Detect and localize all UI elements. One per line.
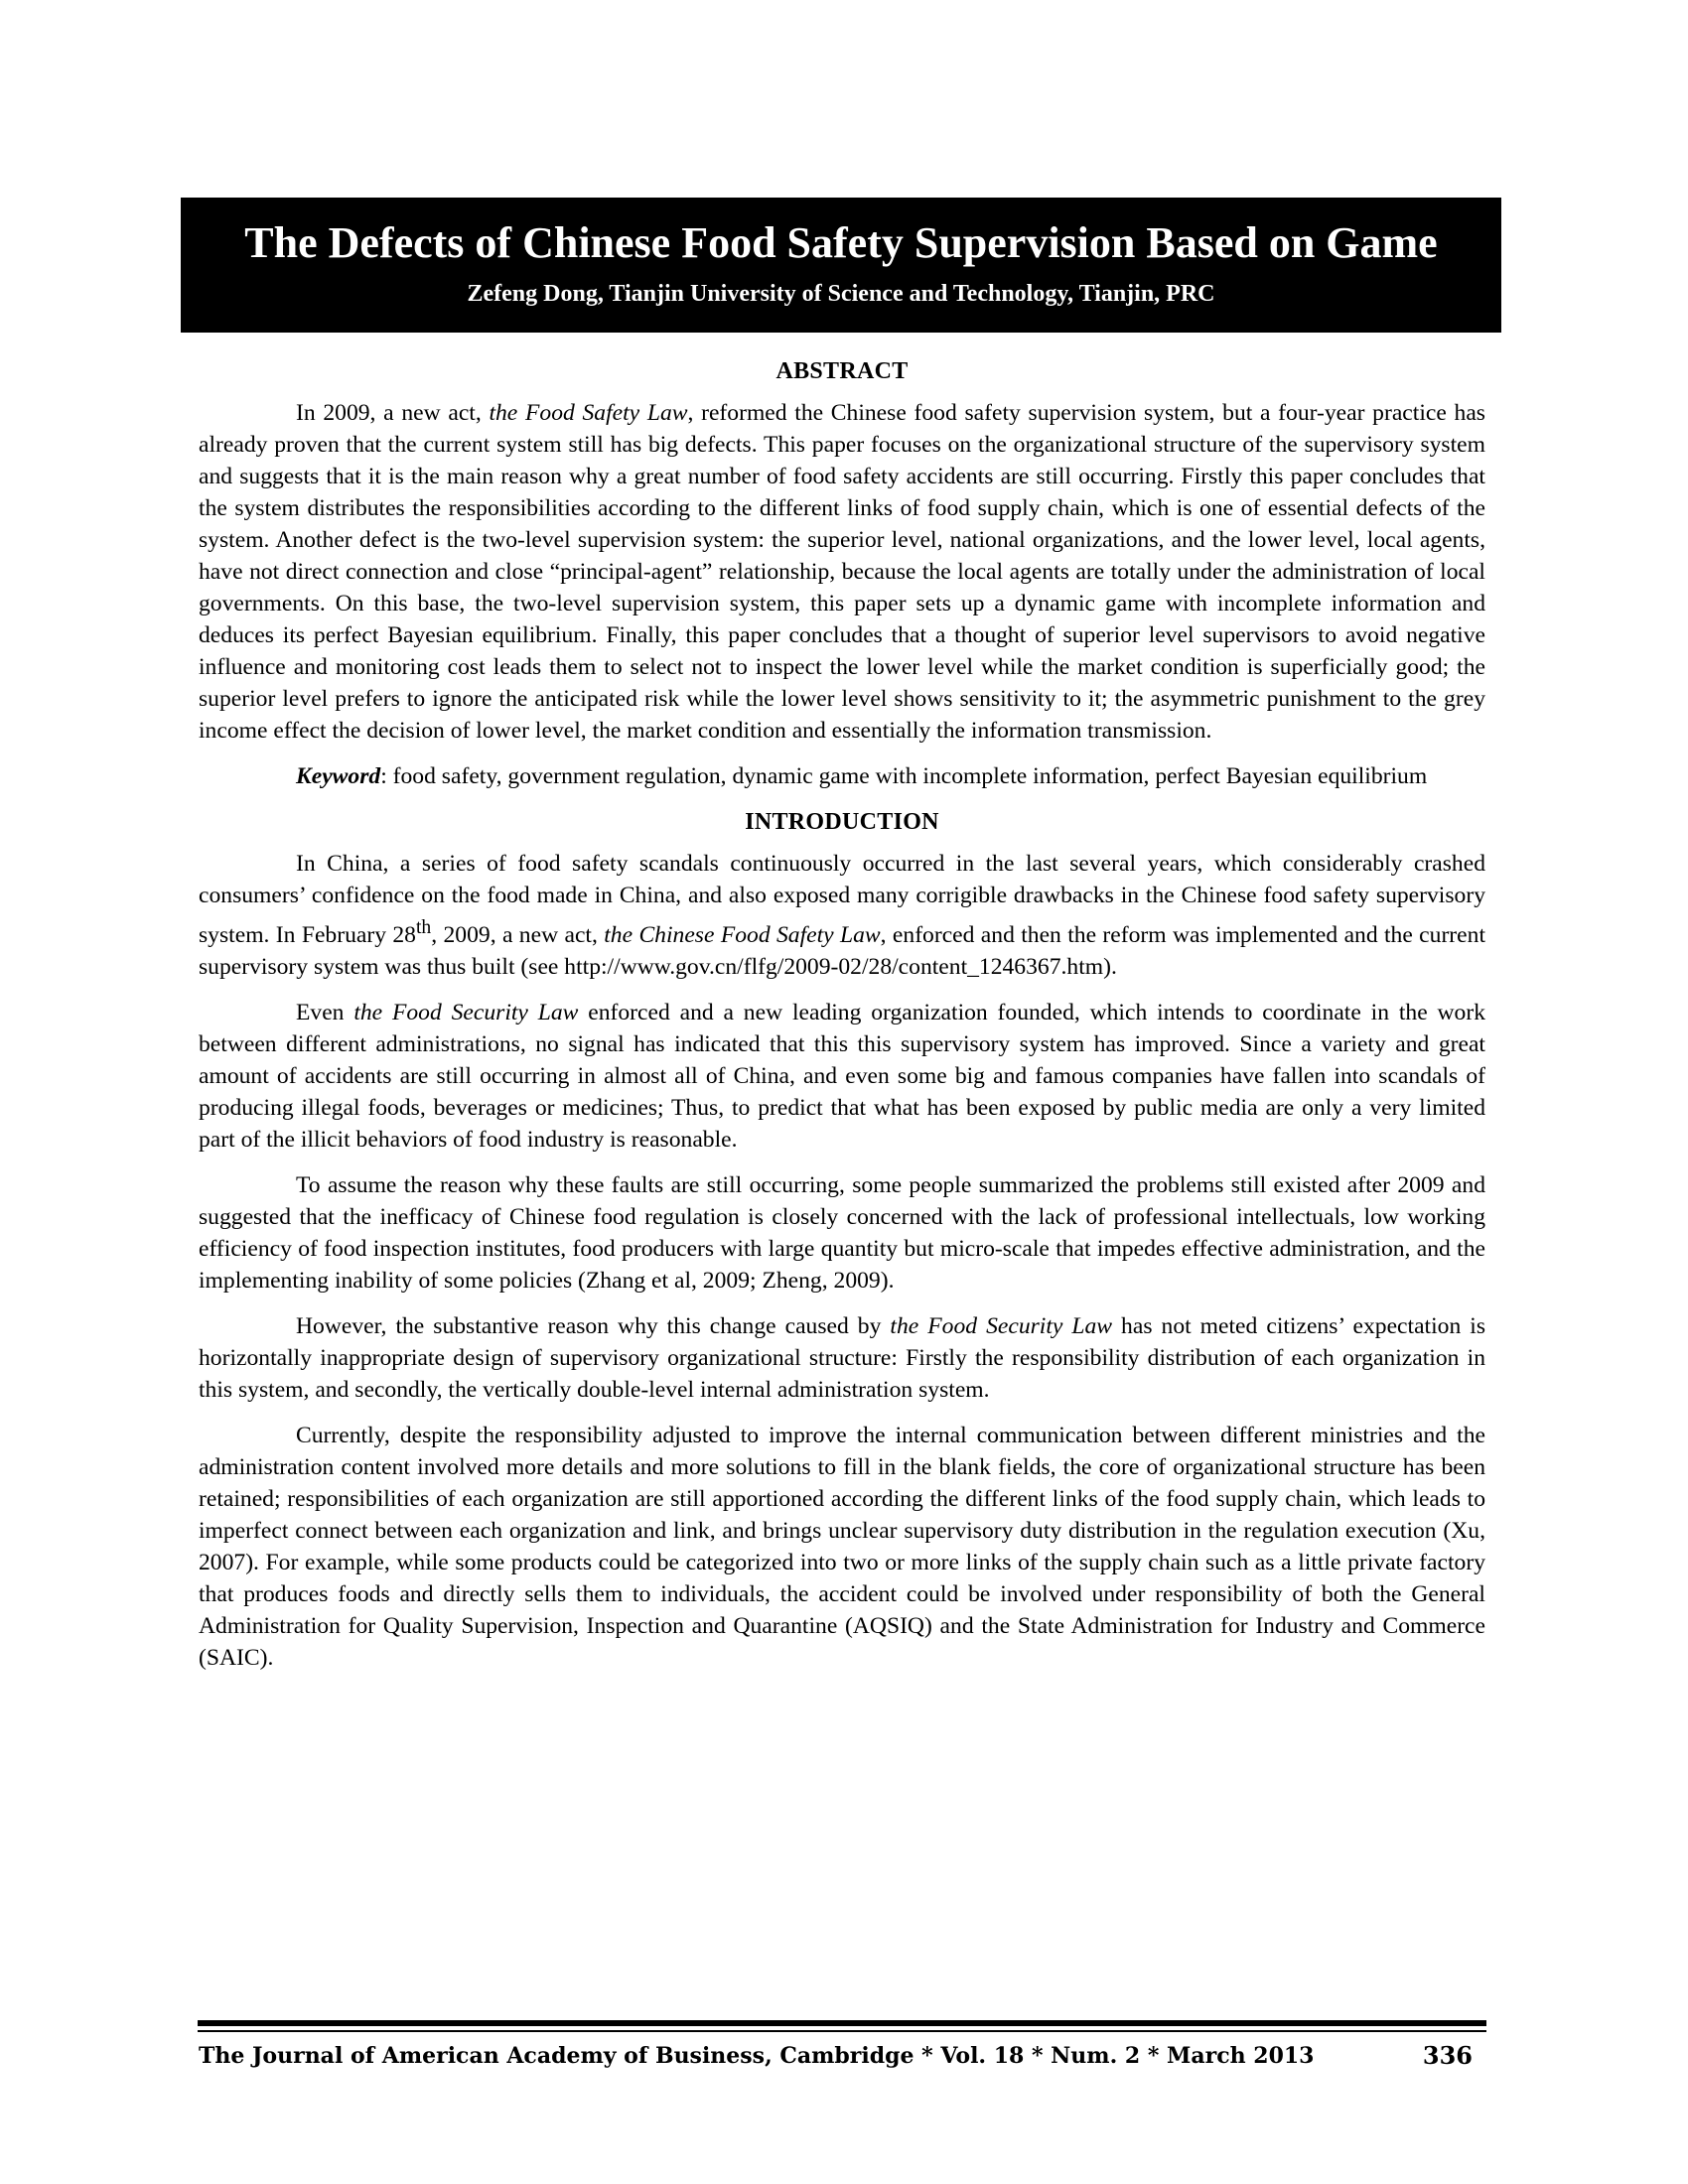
intro-paragraph-4 xyxy=(199,1310,1485,1406)
italic-law-name: the Chinese Food Safety Law xyxy=(604,921,881,948)
page-number: 336 xyxy=(1422,2041,1473,2070)
text-run: enforced and a new leading organization founded, which intends to coordinate in the work between different administrations, no signal has indicated that this this supervisory system has improved. Since a variety and great amount of accidents are still occurring in almost all of China, and even some big and famous companies have fallen into scandals of producing illegal foods, beverages or medicines; Thus, to predict that what has been exposed by public media are only a very limited part of the illicit behaviors of food industry is reasonable. xyxy=(199,999,1485,1153)
abstract-paragraph xyxy=(199,397,1485,747)
text-run: , 2009, a new act, xyxy=(431,921,605,948)
text-run: has not meted citizens’ expectation is horizontally inappropriate design of supervisory organizational structure: Firstly the responsibility distribution of each organization in this system, and secondly, the vertically double-level internal administration system. xyxy=(199,1312,1486,1403)
text-run: However, the substantive reason why this change caused by xyxy=(296,1312,891,1339)
keyword-list: : food safety, government regulation, dynamic game with incomplete information, perfect Bayesian equilibrium xyxy=(380,763,1428,789)
keyword-label: Keyword xyxy=(296,763,381,789)
paper-body xyxy=(199,355,1485,1688)
italic-law-name: the Food Security Law xyxy=(353,999,579,1025)
keywords-paragraph xyxy=(199,760,1485,792)
text-run: Even xyxy=(296,999,354,1025)
abstract-heading: ABSTRACT xyxy=(775,358,909,384)
italic-law-name: the Food Safety Law xyxy=(489,400,688,426)
footer-rule-thick xyxy=(198,2020,1486,2026)
text-run: In 2009, a new act, xyxy=(296,400,490,426)
intro-paragraph-2 xyxy=(199,997,1485,1156)
text-run: , reformed the Chinese food safety supervision system, but a four-year practice has already proven that the current system still has big defects. This paper focuses on the organizational structure of the supervisory system and suggests that it is the main reason why a great number of food safety accidents are still occurring. Firstly this paper concludes that the system distributes the responsibilities according to the different links of food supply chain, which is one of essential defects of the system. Another defect is the two-level supervision system: the superior level, national organizations, and the lower level, local agents, have not direct connection and close “principal-agent” relationship, because the local agents are totally under the administration of local governments. On this base, the two-level supervision system, this paper sets up a dynamic game with incomplete information and deduces its perfect Bayesian equilibrium. Finally, this paper concludes that a thought of superior level supervisors to avoid negative influence and monitoring cost leads them to select not to inspect the lower level while the market condition is superficially good; the superior level prefers to ignore the anticipated risk while the lower level shows sensitivity to it; the asymmetric punishment to the grey income effect the decision of lower level, the market condition and essentially the information transmission. xyxy=(199,400,1485,744)
superscript: th xyxy=(415,916,432,938)
intro-paragraph-1 xyxy=(199,848,1485,983)
text-run: In China, a series of food safety scandals continuously occurred in the last several years, which considerably crashed consumers’ confidence on the food made in China, and also exposed many corrigible drawbacks in the Chinese food safety supervisory system. In February 28 xyxy=(199,851,1485,948)
intro-paragraph-5: Currently, despite the responsibility adjusted to improve the internal communication between different ministries and the administration content involved more details and more solutions to fill in the blank fields, the core of organizational structure has been retained; responsibilities of each organization are still apportioned according the different links of the food supply chain, which leads to imperfect connect between each organization and link, and brings unclear supervisory duty distribution in the regulation execution (Xu, 2007). For example, while some products could be categorized into two or more links of the supply chain such as a little private factory that produces foods and directly sells them to individuals, the accident could be involved under responsibility of both the General Administration for Quality Supervision, Inspection and Quarantine (AQSIQ) and the State Administration for Industry and Commerce (SAIC). xyxy=(199,1422,1485,1671)
footer-rule-thin xyxy=(198,2030,1486,2032)
text-run: , enforced and then the reform was implemented and the current supervisory system was thus built (see http://www.gov.cn/flfg/2009-02/28/content_1246367.htm). xyxy=(199,921,1485,980)
introduction-heading: INTRODUCTION xyxy=(745,809,939,835)
paper-title: The Defects of Chinese Food Safety Supervision Based on Game xyxy=(244,218,1438,267)
intro-paragraph-3: To assume the reason why these faults are still occurring, some people summarized the problems still existed after 2009 and suggested that the inefficacy of Chinese food regulation is closely concerned with the lack of professional intellectuals, low working efficiency of food inspection institutes, food producers with large quantity but micro-scale that impedes effective administration, and the implementing inability of some policies (Zhang et al, 2009; Zheng, 2009). xyxy=(199,1171,1485,1294)
author-affiliation: Zefeng Dong, Tianjin University of Science and Technology, Tianjin, PRC xyxy=(467,281,1215,308)
italic-law-name: the Food Security Law xyxy=(890,1312,1113,1339)
title-banner xyxy=(181,198,1501,333)
journal-footer: The Journal of American Academy of Business, Cambridge * Vol. 18 * Num. 2 * March 2013 xyxy=(199,2043,1315,2069)
